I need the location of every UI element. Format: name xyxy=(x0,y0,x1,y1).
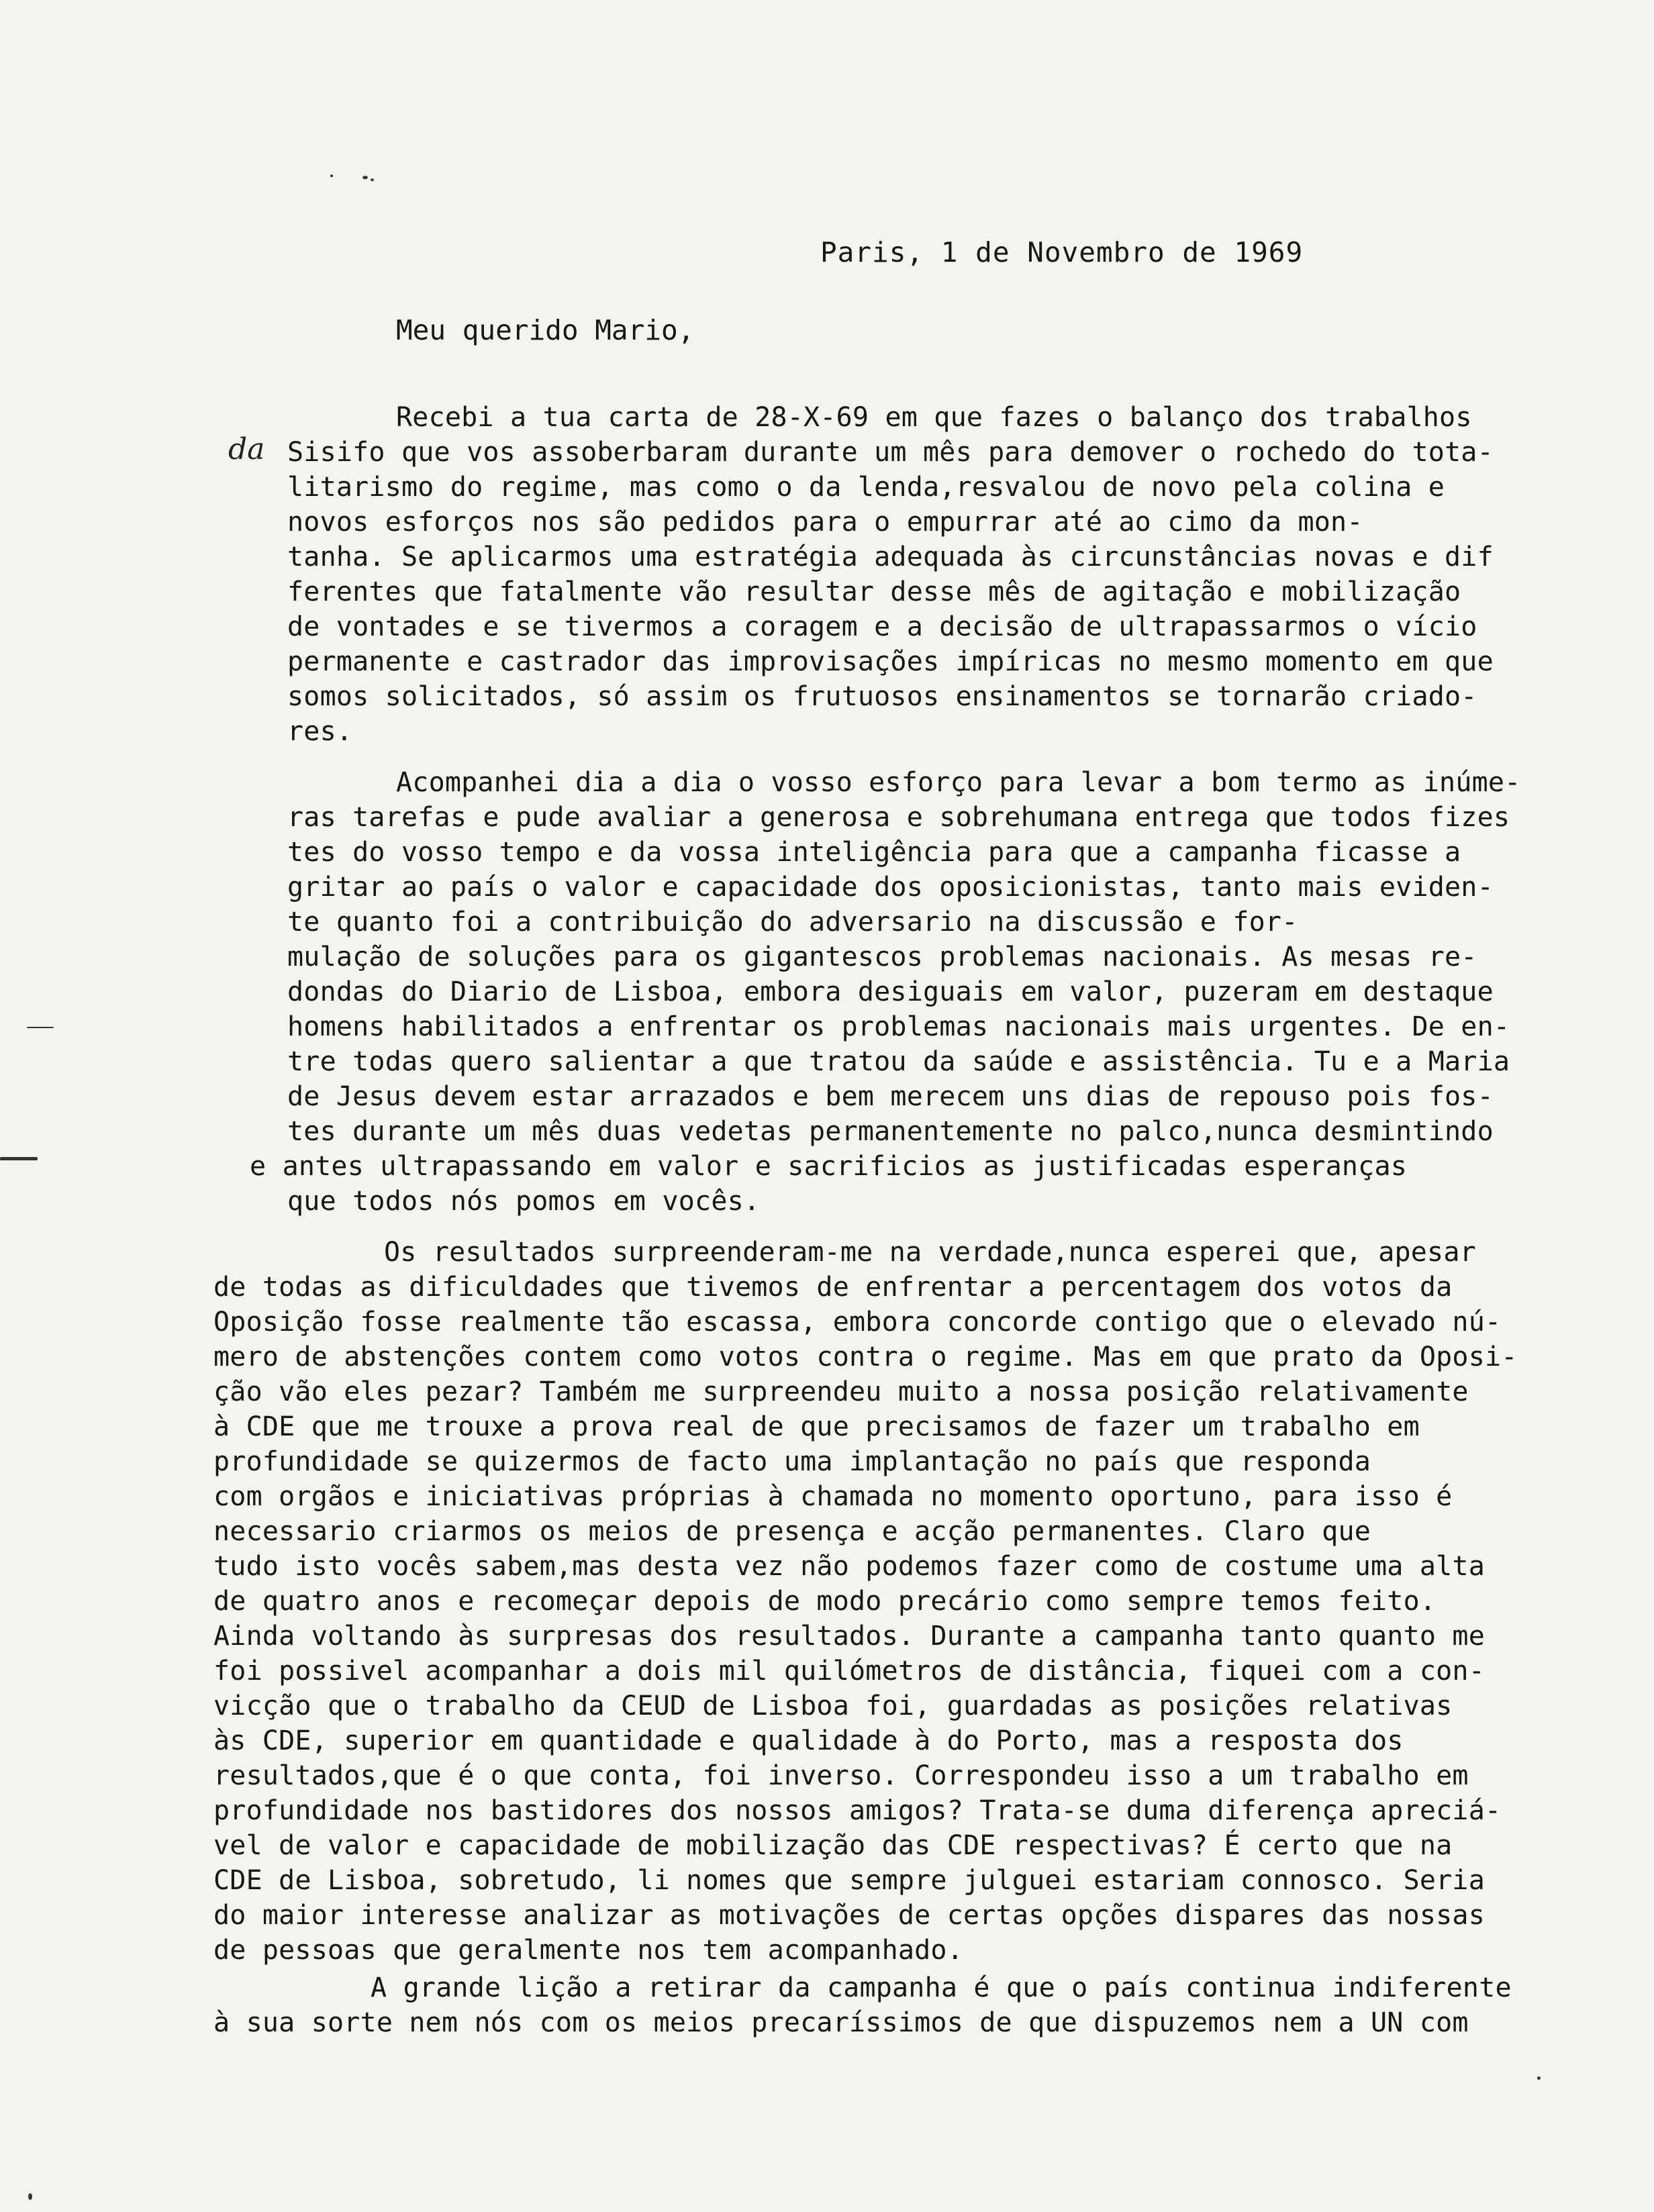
body-line: res. xyxy=(287,716,353,747)
letter-salutation: Meu querido Mario, xyxy=(396,314,695,346)
body-line: às CDE, superior em quantidade e qualidade à do Porto, mas a resposta dos xyxy=(213,1725,1404,1756)
paper-speck xyxy=(0,1157,38,1160)
body-line: novos esforços nos são pedidos para o empurrar até ao cimo da mon- xyxy=(287,507,1363,538)
body-line: te quanto foi a contribuição do adversario na discussão e for- xyxy=(287,907,1298,938)
body-line: de quatro anos e recomeçar depois de modo precário como sempre temos feito. xyxy=(213,1586,1437,1617)
body-line: somos solicitados, só assim os frutuosos ensinamentos se tornarão criado- xyxy=(287,681,1477,712)
body-line: de Jesus devem estar arrazados e bem merecem uns dias de repouso pois fos- xyxy=(287,1081,1494,1112)
body-line: à sua sorte nem nós com os meios precaríssimos de que dispuzemos nem a UN com xyxy=(213,2007,1469,2038)
body-line: resultados,que é o que conta, foi inverso. Correspondeu isso a um trabalho em xyxy=(213,1760,1469,1791)
body-line: vel de valor e capacidade de mobilização das CDE respectivas? É certo que na xyxy=(213,1830,1453,1861)
body-line: foi possivel acompanhar a dois mil quilómetros de distância, fiquei com a con- xyxy=(213,1656,1485,1687)
body-line: Ainda voltando às surpresas dos resultados. Durante a campanha tanto quanto me xyxy=(213,1621,1485,1652)
body-line: tes durante um mês duas vedetas permanentemente no palco,nunca desmintindo xyxy=(287,1116,1494,1147)
body-line: necessario criarmos os meios de presença e acção permanentes. Claro que xyxy=(213,1516,1371,1547)
body-line: e antes ultrapassando em valor e sacrificios as justificadas esperanças xyxy=(250,1151,1408,1182)
body-line: tre todas quero salientar a que tratou da saúde e assistência. Tu e a Maria xyxy=(287,1046,1510,1077)
body-line: profundidade se quizermos de facto uma implantação no país que responda xyxy=(213,1446,1371,1477)
body-line: litarismo do regime, mas como o da lenda,resvalou de novo pela colina e xyxy=(287,472,1445,503)
body-line: de todas as dificuldades que tivemos de enfrentar a percentagem dos votos da xyxy=(213,1272,1453,1303)
body-line: profundidade nos bastidores dos nossos amigos? Trata-se duma diferença apreciá- xyxy=(213,1795,1502,1826)
body-line: vicção que o trabalho da CEUD de Lisboa foi, guardadas as posições relativas xyxy=(213,1691,1453,1721)
paper-speck xyxy=(362,176,368,179)
paper-speck xyxy=(27,1027,54,1028)
paper-speck xyxy=(28,2193,32,2200)
body-line: homens habilitados a enfrentar os problemas nacionais mais urgentes. De en- xyxy=(287,1011,1510,1042)
body-line: mulação de soluções para os gigantescos problemas nacionais. As mesas re- xyxy=(287,942,1477,972)
body-line: tudo isto vocês sabem,mas desta vez não podemos fazer como de costume uma alta xyxy=(213,1551,1485,1582)
body-line: Acompanhei dia a dia o vosso esforço para levar a bom termo as inúme- xyxy=(396,767,1521,798)
body-line: de vontades e se tivermos a coragem e a decisão de ultrapassarmos o vício xyxy=(287,611,1477,642)
body-line: de pessoas que geralmente nos tem acompanhado. xyxy=(213,1935,963,1966)
margin-note: da xyxy=(228,432,265,466)
body-line: do maior interesse analizar as motivações de certas opções dispares das nossas xyxy=(213,1900,1485,1931)
letter-dateline: Paris, 1 de Novembro de 1969 xyxy=(820,236,1304,268)
body-line: mero de abstenções contem como votos contra o regime. Mas em que prato da Oposi- xyxy=(213,1342,1518,1372)
body-line: à CDE que me trouxe a prova real de que precisamos de fazer um trabalho em xyxy=(213,1411,1420,1442)
body-line: dondas do Diario de Lisboa, embora desiguais em valor, puzeram em destaque xyxy=(287,976,1494,1007)
body-line: ras tarefas e pude avaliar a generosa e sobrehumana entrega que todos fizes xyxy=(287,802,1510,833)
body-line: tes do vosso tempo e da vossa inteligência para que a campanha ficasse a xyxy=(287,837,1461,868)
body-line: permanente e castrador das improvisações impíricas no mesmo momento em que xyxy=(287,646,1494,677)
body-line: que todos nós pomos em vocês. xyxy=(287,1186,761,1217)
body-line: Recebi a tua carta de 28-X-69 em que fazes o balanço dos trabalhos xyxy=(396,402,1472,433)
body-line: ção vão eles pezar? Também me surpreendeu muito a nossa posição relativamente xyxy=(213,1376,1469,1407)
body-line: tanha. Se aplicarmos uma estratégia adequada às circunstâncias novas e dif xyxy=(287,542,1494,572)
body-line: Os resultados surpreenderam-me na verdade,nunca esperei que, apesar xyxy=(384,1237,1476,1268)
body-line: ferentes que fatalmente vão resultar desse mês de agitação e mobilização xyxy=(287,576,1461,607)
body-line: gritar ao país o valor e capacidade dos oposicionistas, tanto mais eviden- xyxy=(287,872,1494,903)
paper-speck xyxy=(330,174,333,177)
body-line: com orgãos e iniciativas próprias à chamada no momento oportuno, para isso é xyxy=(213,1481,1453,1512)
paper-speck xyxy=(1537,2076,1541,2080)
body-line: Sisifo que vos assoberbaram durante um mês para demover o rochedo do tota- xyxy=(287,437,1494,468)
paper-speck xyxy=(371,179,374,181)
body-line: CDE de Lisboa, sobretudo, li nomes que sempre julguei estariam connosco. Seria xyxy=(213,1865,1485,1896)
body-line: Oposição fosse realmente tão escassa, embora concorde contigo que o elevado nú- xyxy=(213,1307,1502,1338)
body-line: A grande lição a retirar da campanha é que o país continua indiferente xyxy=(371,1972,1512,2003)
